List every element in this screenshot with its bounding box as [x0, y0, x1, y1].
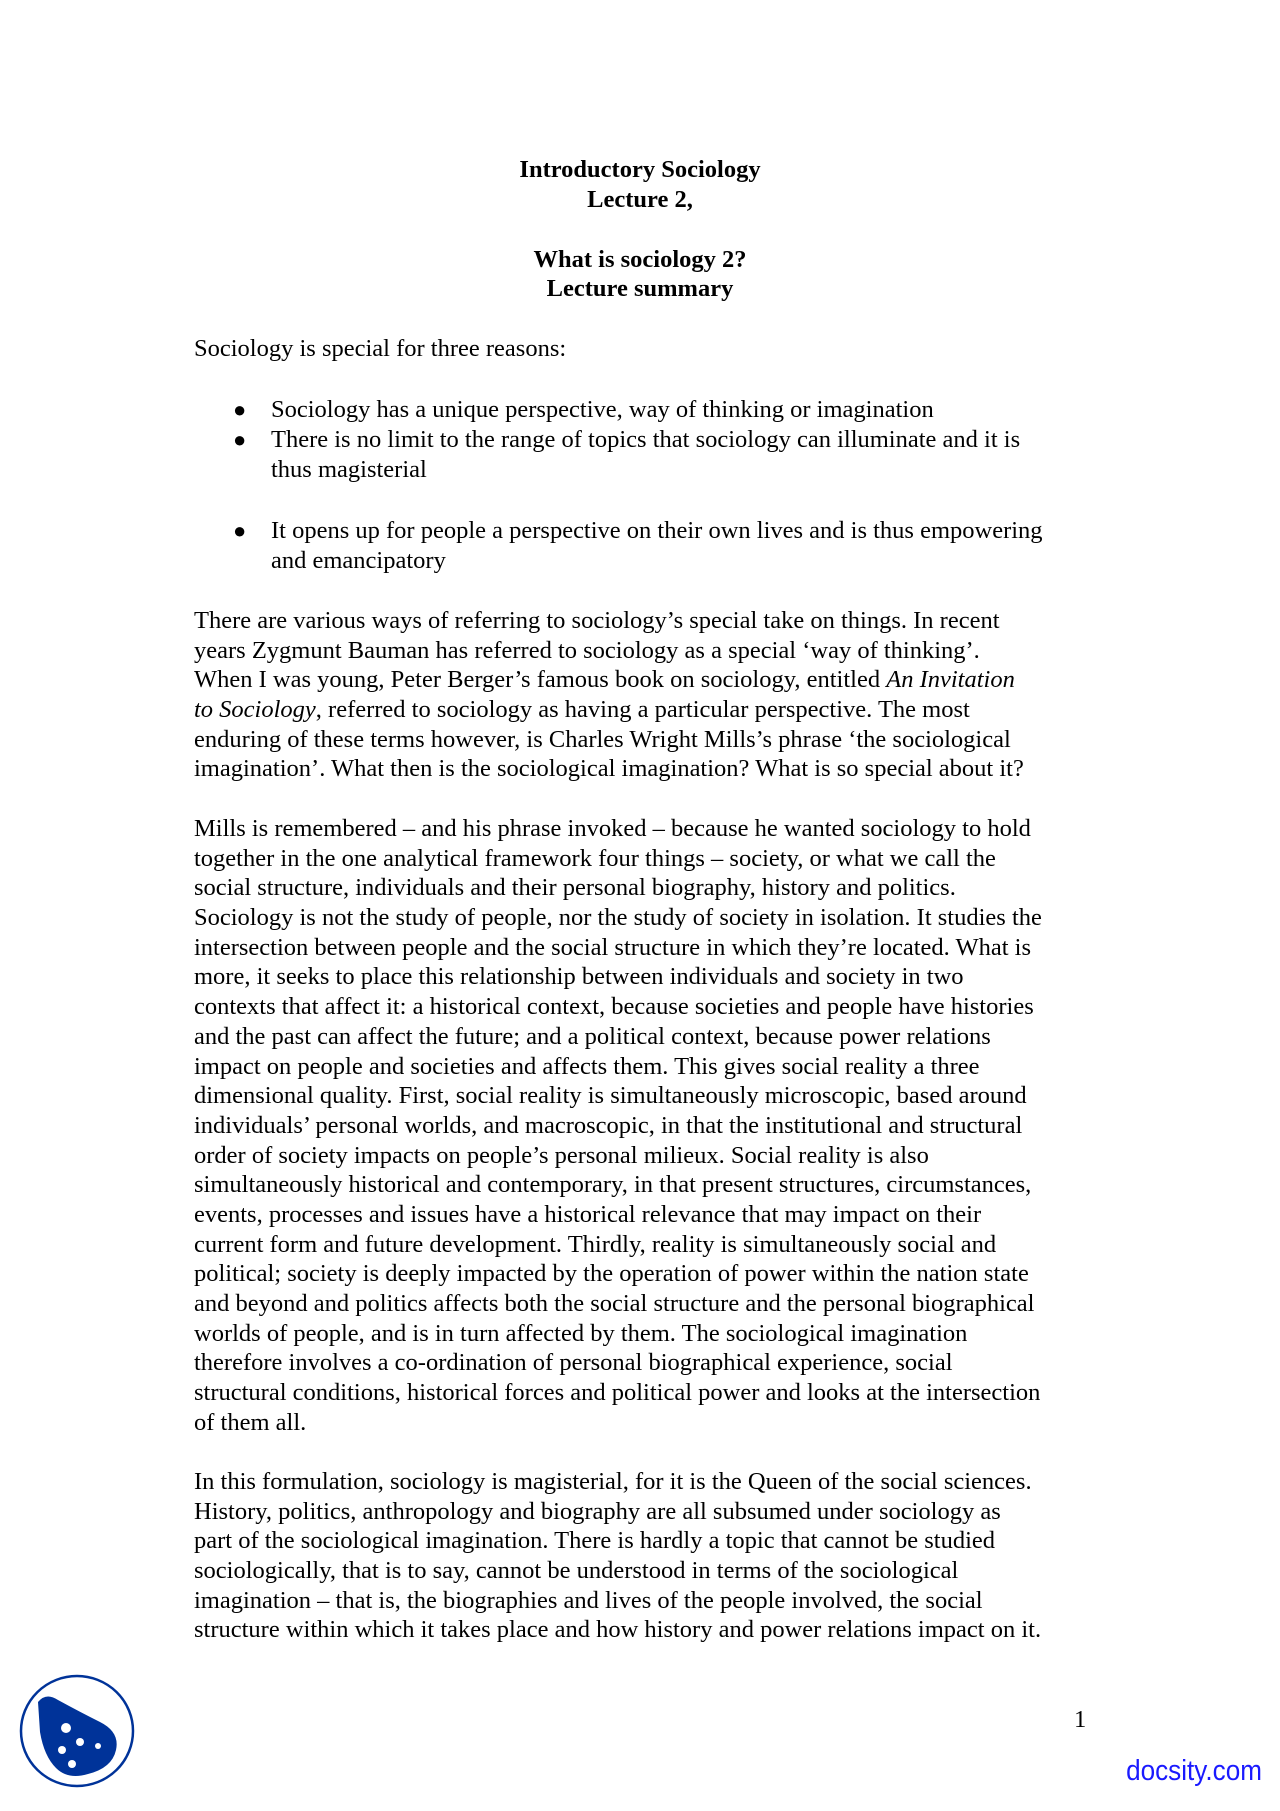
bullet-line: There is no limit to the range of topics that sociology can illuminate and it is [271, 426, 1021, 453]
bullet-line: Sociology has a unique perspective, way of thinking or imagination [271, 396, 934, 423]
text-segment: When I was young, Peter Berger’s famous book on sociology, entitled [194, 666, 887, 694]
bullet-icon: ● [233, 518, 247, 543]
paragraph-2 [194, 814, 1094, 1437]
lecture-number: Lecture 2, [587, 186, 693, 213]
docsity-logo-icon[interactable] [18, 1672, 136, 1795]
bullet-icon: ● [233, 397, 247, 422]
bullet-line: thus magisterial [271, 455, 427, 483]
docsity-link[interactable]: docsity.com [1126, 1755, 1262, 1787]
text-line: events, processes and issues have a historical relevance that may impact on their [194, 1200, 982, 1228]
book-title: An Invitation [886, 666, 1015, 694]
text-line: years Zygmunt Bauman has referred to sociology as a special ‘way of thinking’. [194, 636, 980, 664]
text-line: more, it seeks to place this relationship between individuals and society in two [194, 963, 964, 991]
course-title: Introductory Sociology [519, 156, 761, 183]
text-line: imagination’. What then is the sociological imagination? What is so special about it? [194, 755, 1024, 783]
bullet-icon: ● [233, 427, 247, 452]
text-line: and the past can affect the future; and a political context, because power relations [194, 1022, 991, 1050]
text-line: worlds of people, and is in turn affected by them. The sociological imagination [194, 1319, 968, 1347]
text-segment: , referred to sociology as having a particular perspective. The most [315, 696, 970, 724]
bullet-item [271, 516, 1043, 575]
text-line: and beyond and politics affects both the social structure and the personal biographical [194, 1290, 1035, 1317]
paragraph-3 [194, 1467, 1094, 1645]
text-line: order of society impacts on people’s personal milieux. Social reality is also [194, 1141, 929, 1169]
lecture-topic: What is sociology 2? [533, 246, 747, 273]
text-line: simultaneously historical and contemporary, in that present structures, circumstances, [194, 1171, 1032, 1199]
bullet-line: and emancipatory [271, 546, 446, 574]
intro-text: Sociology is special for three reasons: [194, 335, 567, 362]
page-number: 1 [1074, 1706, 1087, 1733]
text-line: impact on people and societies and affects them. This gives social reality a three [194, 1052, 980, 1080]
text-line [194, 695, 1094, 725]
text-line: social structure, individuals and their personal biography, history and politics. [194, 874, 956, 902]
text-line: intersection between people and the social structure in which they’re located. What is [194, 933, 1032, 961]
text-line: In this formulation, sociology is magisterial, for it is the Queen of the social sciences. [194, 1468, 1032, 1495]
text-line: contexts that affect it: a historical context, because societies and people have histories [194, 993, 1034, 1021]
bullet-item [271, 425, 1020, 484]
text-line: structure within which it takes place and how history and power relations impact on it. [194, 1616, 1042, 1644]
bullet-item [271, 395, 934, 425]
text-line: enduring of these terms however, is Charles Wright Mills’s phrase ‘the sociological [194, 725, 1011, 753]
text-line: of them all. [194, 1408, 307, 1436]
text-line: imagination – that is, the biographies and lives of the people involved, the social [194, 1586, 983, 1614]
text-line: History, politics, anthropology and biography are all subsumed under sociology as [194, 1497, 1001, 1525]
text-line: Sociology is not the study of people, nor the study of society in isolation. It studies the [194, 904, 1042, 932]
paragraph-1 [194, 606, 1094, 784]
text-line [194, 665, 1094, 695]
text-line: current form and future development. Thirdly, reality is simultaneously social and [194, 1230, 997, 1258]
bullet-line: It opens up for people a perspective on their own lives and is thus empowering [271, 517, 1043, 544]
text-line: political; society is deeply impacted by the operation of power within the nation state [194, 1260, 1029, 1288]
text-line: structural conditions, historical forces and political power and looks at the intersection [194, 1379, 1041, 1407]
text-line: therefore involves a co-ordination of personal biographical experience, social [194, 1349, 953, 1377]
text-line: dimensional quality. First, social reality is simultaneously microscopic, based around [194, 1082, 1027, 1110]
text-line: individuals’ personal worlds, and macroscopic, in that the institutional and structural [194, 1111, 1023, 1139]
text-line: part of the sociological imagination. There is hardly a topic that cannot be studied [194, 1527, 996, 1555]
text-line: together in the one analytical framework four things – society, or what we call the [194, 844, 996, 872]
text-line: There are various ways of referring to sociology’s special take on things. In recent [194, 607, 1000, 634]
text-line: sociologically, that is to say, cannot be understood in terms of the sociological [194, 1557, 959, 1585]
lecture-subtitle: Lecture summary [546, 275, 734, 302]
text-line: Mills is remembered – and his phrase invoked – because he wanted sociology to hold [194, 815, 1031, 842]
book-title: to Sociology [194, 696, 316, 724]
